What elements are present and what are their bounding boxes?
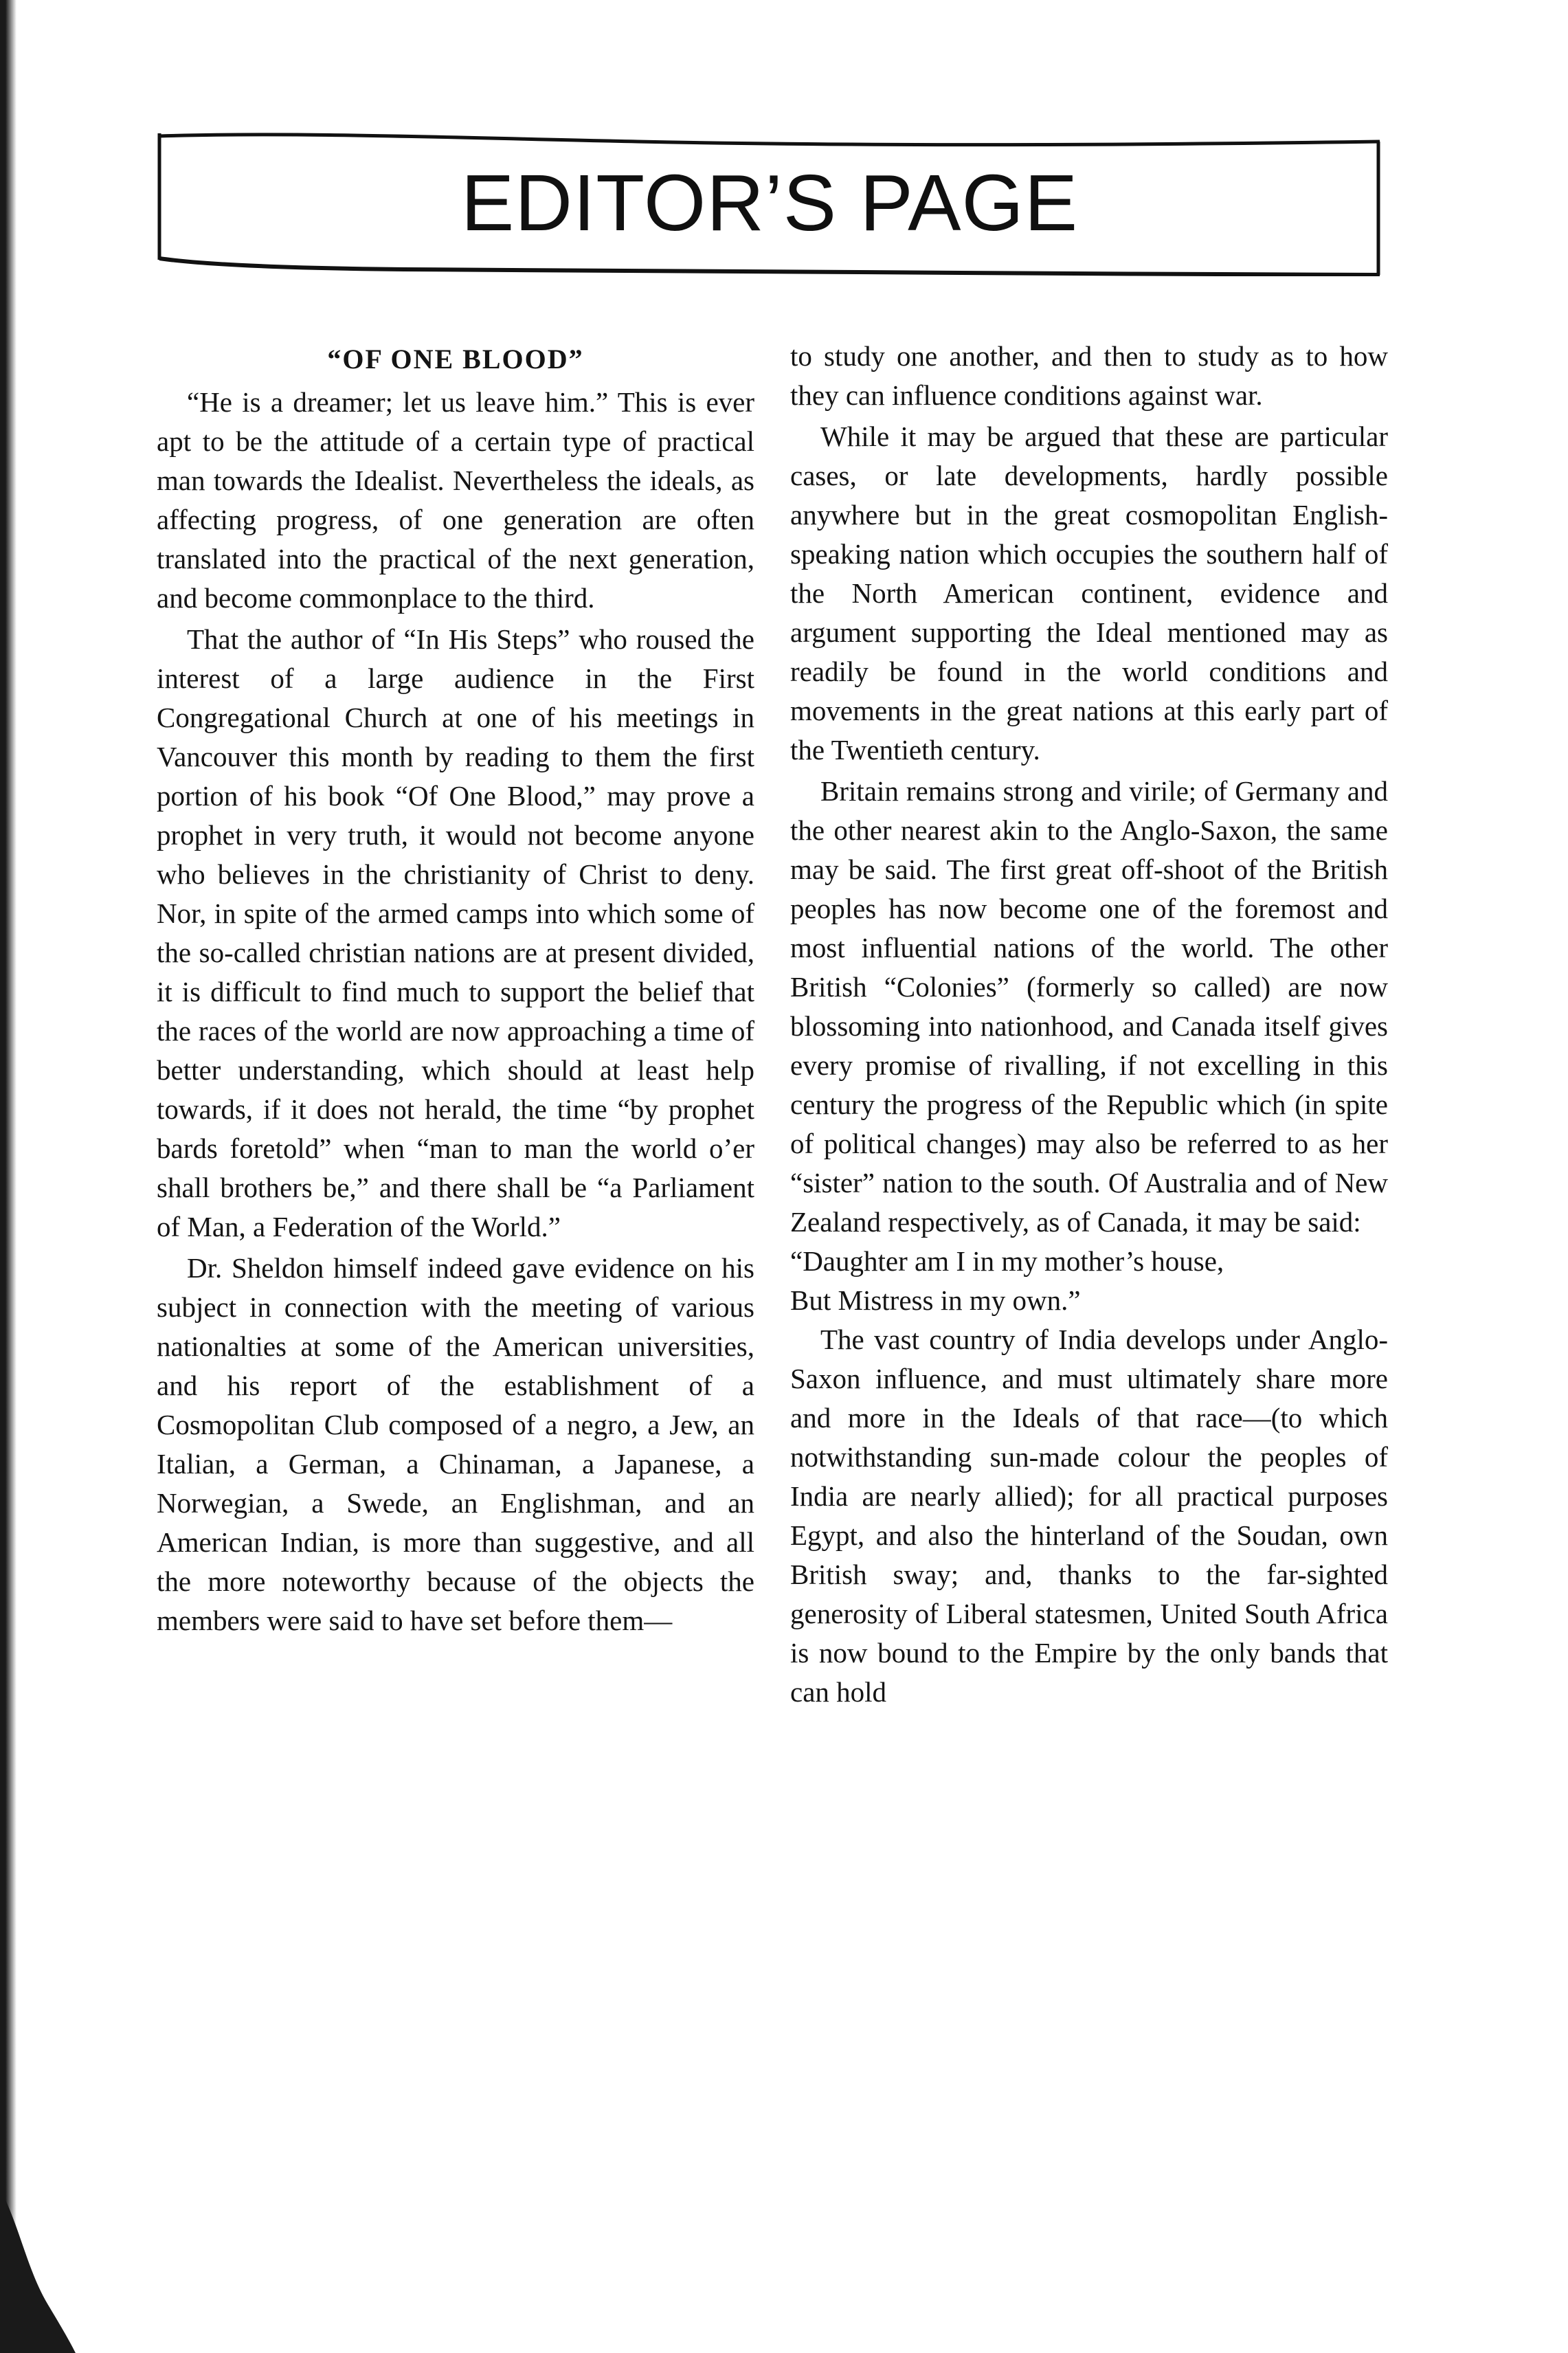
page-edge-corner (0, 2188, 76, 2353)
paragraph-1: “He is a dreamer; let us leave him.” This is ever apt to be the attitude of a certain type of practical man towards the Idealist. Nevertheless the ideals, as affecting progress, of one generation are often translated into the practical of the next generation, and become commonplace to the third. (157, 386, 754, 614)
page-title: EDITOR’S PAGE (460, 158, 1079, 247)
paragraph-3: Dr. Sheldon himself indeed gave evidence on his subject in connection with the meeting of various nationalties at some of the American universities, and his report of the establishment of a Cosmopolitan Club composed of a negro, a Jew, an Italian, a German, a Chinaman, a Japanese, a Norwegian, a Swede, an Englishman, and an American Indian, is more than suggestive, and all the more noteworthy because of the objects the members were said to have set before them— (157, 1252, 754, 1636)
right-column (790, 337, 1388, 1712)
paragraph-2: That the author of “In His Steps” who roused the interest of a large audience in the First Congregational Church at one of his meetings in Vancouver this month by reading to them the first portion of his book “Of One Blood,” may prove a prophet in very truth, it would not become anyone who believes in the christianity of Christ to deny. Nor, in spite of the armed camps into which some of the so-called christian nations are at present divided, it is difficult to find much to support the belief that the races of the world are now approaching a time of better understanding, which should at least help towards, if it does not herald, the time “by prophet bards foretold” when “man to man the world o’er shall brothers be,” and there shall be “a Parliament of Man, a Federation of the World.” (157, 623, 754, 1242)
verse-line-1: “Daughter am I in my mother’s house, (790, 1245, 1224, 1277)
paragraph-4: While it may be argued that these are particular cases, or late developments, hardly possible anywhere but in the great cosmopolitan English-speaking nation which occupies the southern half of the North American continent, evidence and argument supporting the Ideal mentioned may as readily be found in the world conditions and movements in the great nations at this early part of the Twentieth century. (790, 421, 1388, 766)
verse-line-2: But Mistress in my own.” (790, 1284, 1081, 1316)
article-title: “OF ONE BLOOD” (327, 344, 584, 375)
paragraph-3-continued: to study one another, and then to study as to how they can influence conditions against war. (790, 340, 1388, 411)
paragraph-6: The vast country of India develops under Anglo-Saxon influence, and must ultimately share more and more in the Ideals of that race—(to which notwithstanding sun-made colour the peoples of India are nearly allied); for all practical purposes Egypt, and also the hinterland of the Soudan, own British sway; and, thanks to the far-sighted generosity of Liberal statesmen, United South Africa is now bound to the Empire by the only bands that can hold (790, 1324, 1388, 1708)
left-column (157, 337, 754, 1640)
paragraph-5: Britain remains strong and virile; of Germany and the other nearest akin to the Anglo-Saxon, the same may be said. The first great off-shoot of the British peoples has now become one of the foremost and most influential nations of the world. The other British “Colonies” (formerly so called) are now blossoming into nationhood, and Canada itself gives every promise of rivalling, if not excelling in this century the progress of the Republic which (in spite of political changes) may also be referred to as her “sister” nation to the south. Of Australia and of New Zealand respectively, as of Canada, it may be said: (790, 775, 1388, 1238)
editors-page-header (157, 117, 1382, 276)
page-edge-shadow (0, 0, 62, 2353)
